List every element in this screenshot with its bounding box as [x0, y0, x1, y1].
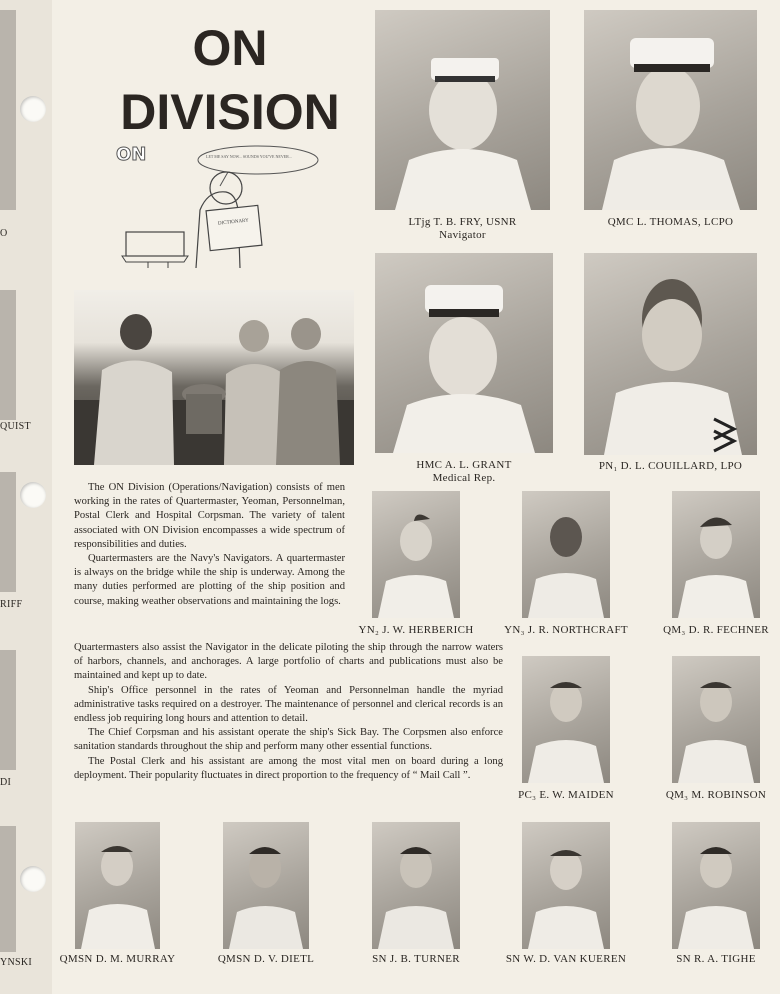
caption-officer-title: Medical Rep. [432, 472, 496, 484]
binder-hole [20, 96, 46, 122]
article-paragraph: Quartermasters are the Navy's Navigators. A quartermaster is always on the bridge while the ship is underway. Among the many duties performed are plotting of the ship position and course, making weather observations and maintaining the logs. [74, 553, 345, 607]
portrait-photo-dietl [223, 822, 309, 949]
article-body-wide [74, 641, 503, 783]
binder-hole [20, 866, 46, 892]
edge-caption: QUIST [0, 421, 31, 432]
article-paragraph: Ship's Office personnel in the rates of Yeoman and Personnelman handle the myriad administrative tasks required on a destroyer. The maintenance of personnel and clerical records is an endless job requiring long hours and attention to detail. [74, 684, 503, 725]
portrait-photo-van-kueren [522, 822, 610, 949]
caption-crew-name: SN W. D. VAN KUEREN [505, 953, 627, 965]
article-paragraph: The Postal Clerk and his assistant are among the most vital men on board during a long deployment. Their popularity fluctuates in direct proportion to the frequency of “ Mail Call ”. [74, 755, 503, 781]
prev-page-photo-2 [0, 290, 16, 420]
caption-officer-name: PN₁ D. L. COUILLARD, LPO [598, 460, 743, 472]
caption-officer-name: QMC L. THOMAS, LCPO [607, 216, 734, 228]
portrait-photo-couillard [584, 253, 757, 455]
page-title-line-2: DIVISION [120, 84, 340, 140]
prev-page-photo-1 [0, 10, 16, 210]
caption-crew-name: YN₃ J. R. NORTHCRAFT [504, 624, 628, 636]
caption-officer-title: Navigator [439, 229, 486, 241]
caption-crew-name: SN R. A. TIGHE [676, 953, 756, 965]
edge-caption: YNSKI [0, 957, 33, 968]
caption-crew-name: QMSN D. M. MURRAY [59, 953, 176, 965]
caption-officer-name: HMC A. L. GRANT [416, 459, 512, 471]
article-paragraph: The ON Division (Operations/Navigation) consists of men working in the rates of Quartermaster, Yeoman, Personnelman, Postal Clerk and Hospital Corpsman. The variety of talent associated with ON Division encompasses a wide spectrum of responsibilities and duties. [74, 482, 345, 550]
binder-hole [20, 482, 46, 508]
article-paragraph: Quartermasters also assist the Navigator in the delicate piloting the ship through the narrow waters of harbors, channels, and anchorages. A large portfolio of charts and publications must also be maintained and kept up to date. [74, 642, 503, 682]
portrait-photo-fechner [672, 491, 760, 618]
caption-crew-name: QM₃ M. ROBINSON [665, 789, 767, 801]
edge-caption: O [0, 228, 8, 239]
portrait-photo-northcraft [522, 491, 610, 618]
portrait-photo-turner [372, 822, 460, 949]
article-paragraph: The Chief Corpsman and his assistant operate the ship's Sick Bay. The Corpsmen also enforce sanitation standards throughout the ship and perform many other essential functions. [74, 727, 503, 753]
cartoon-book-label: DICTIONARY [217, 218, 250, 227]
portrait-photo-fry [375, 10, 550, 210]
navigation-group-photo [74, 290, 354, 465]
caption-crew-name: YN₂ J. W. HERBERICH [358, 624, 474, 636]
prev-page-photo-4 [0, 650, 16, 770]
prev-page-photo-5 [0, 826, 16, 952]
edge-caption: DI [0, 777, 12, 788]
cartoon-logo: ON [116, 144, 147, 165]
portrait-photo-maiden [522, 656, 610, 783]
prev-page-photo-3 [0, 472, 16, 592]
cartoon-speech: LET ME SAY NOW... SOUNDS YOU'VE NEVER... [206, 154, 292, 159]
caption-crew-name: QMSN D. V. DIETL [217, 953, 315, 965]
page-title-line-1: ON [192, 20, 268, 76]
caption-crew-name: PC₃ E. W. MAIDEN [518, 789, 614, 801]
article-body-narrow [74, 481, 345, 609]
portrait-photo-herberich [372, 491, 460, 618]
caption-officer-name: LTjg T. B. FRY, USNR [408, 216, 517, 228]
portrait-photo-tighe [672, 822, 760, 949]
portrait-photo-murray [75, 822, 160, 949]
cartoon-illustration [108, 140, 358, 280]
edge-caption: RIFF [0, 599, 23, 610]
group-photo-figures [74, 290, 354, 465]
caption-crew-name: QM₃ D. R. FECHNER [663, 624, 769, 636]
caption-crew-name: SN J. B. TURNER [372, 953, 460, 965]
portrait-photo-grant [375, 253, 553, 453]
portrait-photo-robinson [672, 656, 760, 783]
portrait-photo-thomas [584, 10, 757, 210]
